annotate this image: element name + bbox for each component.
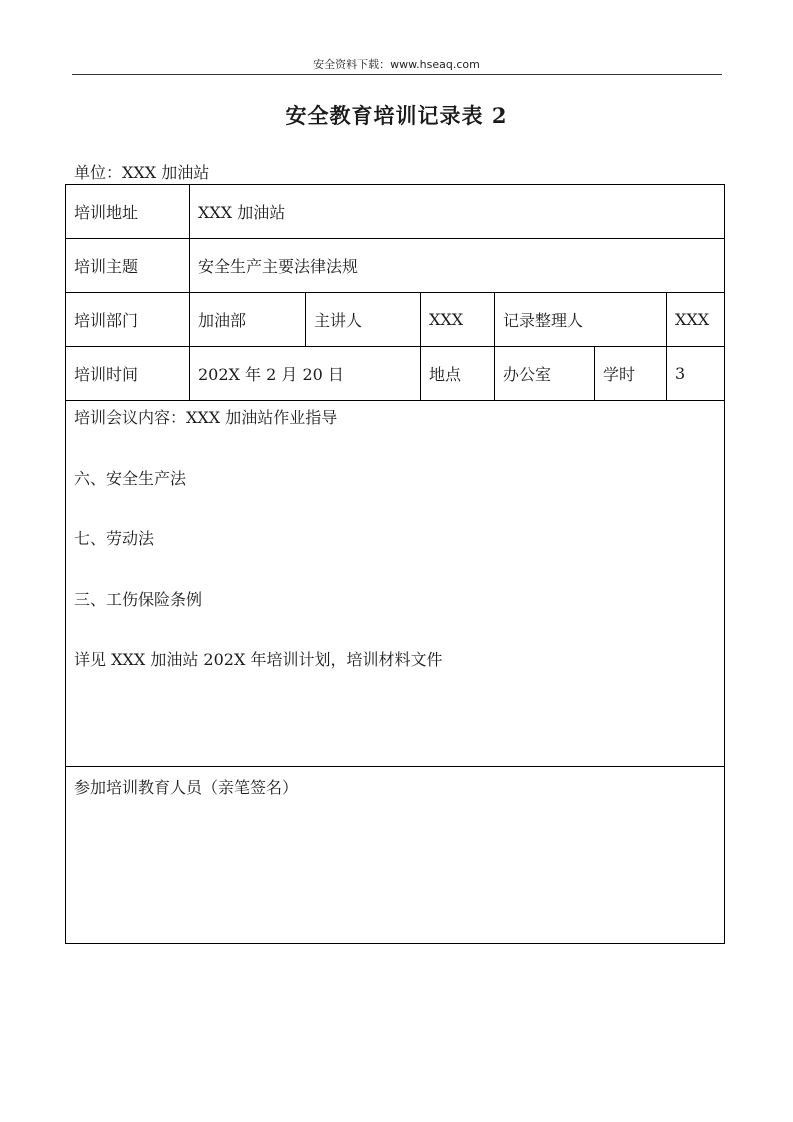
content-item-injury-insurance: 三、工伤保险条例 <box>74 589 203 609</box>
time-value: 202X 年 2 月 20 日 <box>190 347 421 401</box>
attendees-label: 参加培训教育人员（亲笔签名） <box>74 778 299 797</box>
place-label: 地点 <box>421 347 495 401</box>
content-item-labor-law: 七、劳动法 <box>74 529 155 548</box>
content-details-note: 详见 XXX 加油站 202X 年培训计划，培训材料文件 <box>74 650 443 669</box>
content-row <box>66 401 725 767</box>
time-row <box>66 347 725 401</box>
attendees-signature-cell[interactable] <box>66 767 725 944</box>
recorder-value: XXX <box>667 293 725 347</box>
hours-label: 学时 <box>595 347 667 401</box>
address-row <box>66 185 725 239</box>
time-label: 培训时间 <box>66 347 190 401</box>
dept-value: 加油部 <box>190 293 306 347</box>
topic-value: 安全生产主要法律法规 <box>190 239 725 293</box>
speaker-value: XXX <box>421 293 495 347</box>
address-label: 培训地址 <box>66 185 190 239</box>
dept-label: 培训部门 <box>66 293 190 347</box>
document-title: 安全教育培训记录表 2 <box>285 103 508 128</box>
topic-label: 培训主题 <box>66 239 190 293</box>
speaker-label: 主讲人 <box>306 293 421 347</box>
site-header-text: 安全资料下载：www.hseaq.com <box>313 58 480 71</box>
content-heading: 培训会议内容：XXX 加油站作业指导 <box>74 408 338 427</box>
header-divider <box>72 74 722 75</box>
content-item-safety-law: 六、安全生产法 <box>74 468 187 488</box>
unit-line: 单位：XXX 加油站 <box>74 163 210 182</box>
topic-row <box>66 239 725 293</box>
training-content-cell <box>66 401 725 767</box>
hours-value: 3 <box>667 347 725 401</box>
recorder-label: 记录整理人 <box>495 293 667 347</box>
place-value: 办公室 <box>495 347 595 401</box>
training-record-table <box>65 184 725 944</box>
address-value: XXX 加油站 <box>190 185 725 239</box>
dept-row <box>66 293 725 347</box>
attendees-row <box>66 767 725 944</box>
